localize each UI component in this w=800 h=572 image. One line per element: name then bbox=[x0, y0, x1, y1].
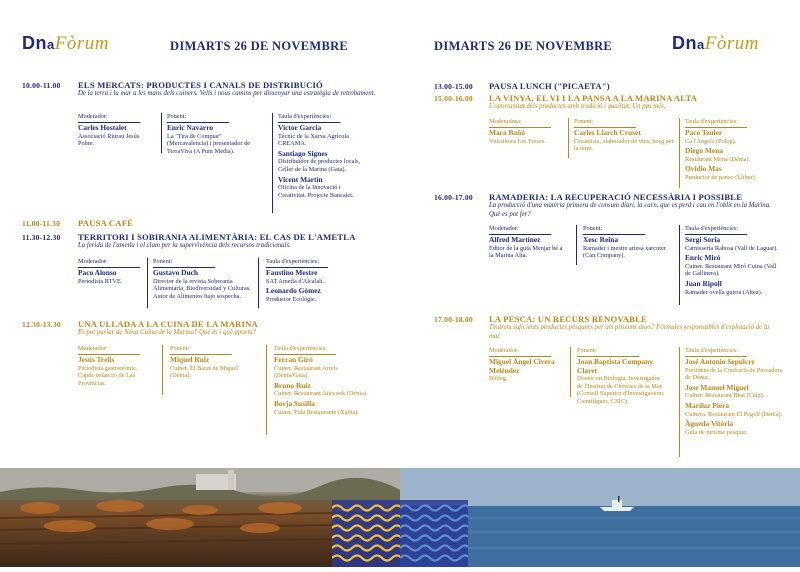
session-time: 10.00-11.00 bbox=[22, 81, 61, 90]
boat-icon bbox=[598, 496, 638, 512]
experiences-column: Taula d'experiències: Victor Garcia Tècnic de la Xarxa Agrícola CREAMA. Santiago Signes Distribuïdor de productes locals, Celler de la Marina (Gata). Vicent Martín Oficina de la Innovació i Creativitat. Projecte Bancalet. bbox=[278, 113, 361, 199]
speaker-column: Ponent: Xesc Reina Ramader i mestre artesà xarcuter (Can Company). bbox=[583, 225, 666, 260]
session-title: PAUSA LUNCH ("PICAETA") bbox=[489, 81, 610, 91]
speaker-column: Ponent: Gustavo Duch Director de la revista Soberanía Alimentaria, Biodiversidad y Culturas. Autor de Alimentos bajo sospecha. bbox=[153, 258, 251, 300]
session-time: 17.00-18.00 bbox=[434, 315, 473, 324]
dnaforum-logo: DnaFòrum bbox=[22, 33, 109, 54]
moderator-column: Moderador: Miguel Ángel Civera Meléndez Biòleg. bbox=[489, 347, 555, 383]
wave-pattern-icon bbox=[400, 500, 468, 567]
session-subtitle: L'oportunitat dels productes amb tradició i qualitat. Un pas més. bbox=[489, 103, 666, 110]
dnaforum-logo: DnaFòrum bbox=[672, 33, 759, 54]
wave-pattern-icon bbox=[332, 500, 400, 567]
divider bbox=[266, 345, 267, 435]
speaker-column: Ponent: Joan Baptista Company Claret Doctor en Biologia. Investigador de l'Institut de Ciències de la Mar (Consell Superior d'Investigacions Científiques, CSIC). bbox=[577, 347, 664, 406]
session-title: LA PESCA: UN RECURS RENOVABLE bbox=[489, 314, 647, 324]
divider bbox=[679, 347, 680, 457]
experiences-column: Taula d'experiències: José Antonio Sepulcre President de la Confraria de Pescadors de Dénia. Jose Manuel Miguel Cuiner. Restaurant Beat (Calp). Mariluz Piera Cuinera. Restaurant El Pegolí (Dénia). Àgueda Vitòria Guia de turisme pesquer. bbox=[685, 347, 783, 436]
moderator-column: Moderador: Alfred Martínez Editor de la guia Menjar bé a la Marina Alta. bbox=[489, 225, 563, 260]
experiences-column: Taula d'experiències: Paco Teuler Ca l'Angels (Polop). Diego Mena Restaurant Mena (Dénia). Ovidio Mas Productor de panso (Llíber). bbox=[685, 118, 757, 182]
divider bbox=[570, 347, 571, 397]
divider bbox=[147, 258, 148, 308]
session-time: 16.00-17.00 bbox=[434, 193, 473, 202]
divider bbox=[272, 113, 273, 213]
moderator-column: Moderadora: Mara Bañó Viticultora Les Freses. bbox=[489, 118, 561, 147]
moderator-column: Moderador: Jesús Trelis Periodista gastronòmic. Capde redacció de Las Provincias. bbox=[78, 345, 148, 389]
session-time: 13.00-15.00 bbox=[434, 82, 473, 91]
session-title: TERRITORI I SOBIRANIA ALIMENTÀRIA: EL CAS DE L'AMETLA bbox=[78, 232, 356, 242]
divider bbox=[568, 118, 569, 158]
session-subtitle: La ferida de l'ametla i el clam per la supervivència dels recursos tradicionals. bbox=[78, 242, 291, 249]
session-title: LA VINYA, EL VI I LA PANSA A LA MARINA ALTA bbox=[489, 93, 698, 103]
session-subtitle: La producció d'una matèria primera de consum diari, la carn, que es perd i cau en l'oblit en la Marina. Què es pot fer? bbox=[489, 202, 771, 218]
session-time: 12.30-13.30 bbox=[22, 320, 61, 329]
experiences-column: Taula d'experiències: Ferran Giró Cuiner. Restaurant Arrels (Dénia/Gata). Bruno Ruiz Cuiner. Restaurant Aticcook (Dénia). Borja Susilla Cuiner. Tula Restaurante (Xàbia). bbox=[274, 345, 368, 416]
pause-time: 11.00-11.30 bbox=[22, 219, 61, 228]
speaker-column: Ponent: Carles Llarch Cruset Ceramista, elaborador de vins, bosg per la terra. bbox=[574, 118, 674, 153]
divider bbox=[258, 258, 259, 308]
pause-title: PAUSA CAFÈ bbox=[78, 218, 134, 228]
day-heading: DIMARTS 26 DE NOVEMBRE bbox=[170, 39, 349, 53]
session-subtitle: Es pot parlar de Nova Cuina de la Marina? Què és i què aporta? bbox=[78, 329, 257, 336]
divider bbox=[679, 225, 680, 305]
speaker-column: Ponent: Enric Navarro La "Tira de Comptar" (Mercavalencia) i presentador de TerraViva (A Punt Media). bbox=[167, 113, 251, 155]
session-subtitle: De la terra i la mar a les mans dels cuiners. Vells i nous camins per dissenyar una estratègia de retrobament. bbox=[78, 90, 376, 97]
session-time: 15.00-16.00 bbox=[434, 94, 473, 103]
session-subtitle: Tindrem suficients productes pesquers per als pròxims anys? Fórmules responsables d'explotació de la mar. bbox=[489, 324, 770, 340]
divider bbox=[576, 225, 577, 265]
speaker-column: Ponent: Miquel Ruiz Cuiner. El Baret de Miquel (Dénia). bbox=[170, 345, 239, 380]
moderator-column: Moderador: Paco Alonso Periodista RTVE. bbox=[78, 258, 148, 287]
session-title: ELS MERCATS: PRODUCTES I CANALS DE DISTRIBUCIÓ bbox=[78, 80, 323, 90]
divider bbox=[679, 118, 680, 188]
day-heading: DIMARTS 26 DE NOVEMBRE bbox=[434, 39, 613, 53]
experiences-column: Taula d'experiències: Faustino Mestre SAT Ametla d'Alcalalí. Leonardo Gómez Productor Ecològic. bbox=[266, 258, 366, 305]
session-title: UNA ULLADA A LA CUINA DE LA MARINA bbox=[78, 319, 258, 329]
session-time: 11.30-12.30 bbox=[22, 233, 61, 242]
divider bbox=[162, 345, 163, 395]
session-title: RAMADERIA: LA RECUPERACIÓ NECESSÀRIA I POSSIBLE bbox=[489, 192, 743, 202]
experiences-column: Taula d'experiències: Sergi Soria Carnisseria Rabosa (Vall de Laguar). Enric Miró Cuiner. Restaurant Miró Cuina (Vall de Gallinera). Juan Ripoll Ramader ovella guirra (Altea). bbox=[685, 225, 778, 296]
moderator-column: Moderador: Carles Hostalet Associació Riurau Jesús Pobre. bbox=[78, 113, 140, 148]
divider bbox=[161, 113, 162, 153]
